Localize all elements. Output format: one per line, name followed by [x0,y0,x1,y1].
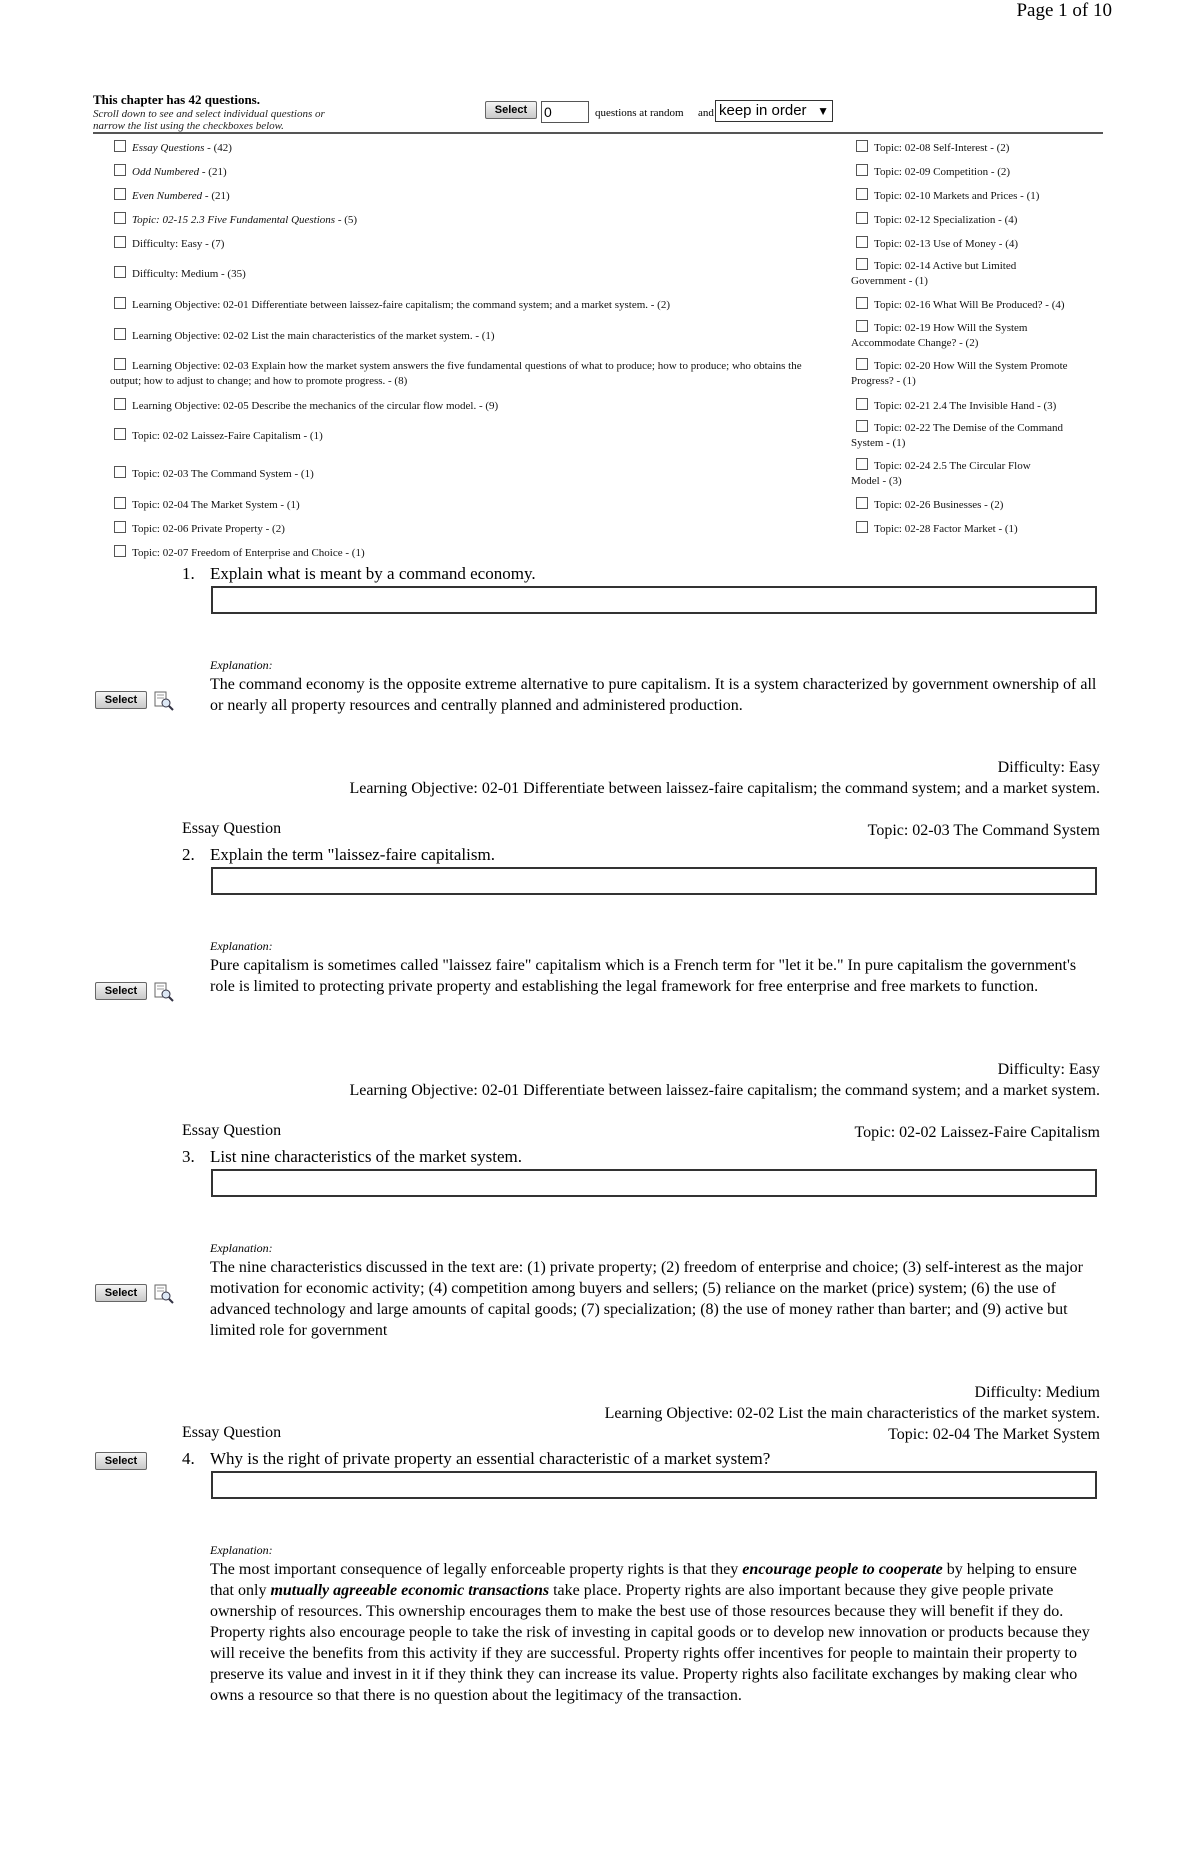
explanation-label: Explanation: [210,658,273,672]
filter-odd-numbered[interactable]: Odd Numbered - (21) [114,164,227,180]
checkbox-icon[interactable] [856,212,868,224]
select-question-button[interactable]: Select [95,982,147,1000]
filter-topic-02-09[interactable]: Topic: 02-09 Competition - (2) [856,164,1096,180]
chevron-down-icon: ▼ [817,104,829,118]
filter-objective-02-03[interactable]: Learning Objective: 02-03 Explain how the market system answers the five fundamental questions of what to produce; how to produce; who obtains the output; how to adjust to change; and how to promote progress. - (8) [110,360,802,387]
preview-magnifier-icon[interactable] [154,1284,174,1304]
explanation-label: Explanation: [210,1543,273,1557]
explanation-text: The command economy is the opposite extreme alternative to pure capitalism. It is a system characterized by government ownership of all or nearly all property resources and centrally planned and administered production. [210,676,1097,714]
answer-field[interactable] [211,1471,1097,1499]
preview-magnifier-icon[interactable] [154,982,174,1002]
filter-topic-02-03[interactable]: Topic: 02-03 The Command System - (1) [114,466,314,482]
filter-topic-02-02[interactable]: Topic: 02-02 Laissez-Faire Capitalism - (1) [114,428,323,444]
topic-label: Topic: 02-04 The Market System [888,1426,1100,1443]
filter-topic-02-21[interactable]: Topic: 02-21 2.4 The Invisible Hand - (3) [856,398,1096,414]
question-selector-header [93,92,1103,134]
filter-topic-02-16[interactable]: Topic: 02-16 What Will Be Produced? - (4) [856,297,1096,313]
answer-field[interactable] [211,867,1097,895]
filter-even-numbered[interactable]: Even Numbered - (21) [114,188,230,204]
filter-topic-02-08[interactable]: Topic: 02-08 Self-Interest - (2) [856,140,1096,156]
answer-field[interactable] [211,586,1097,614]
checkbox-icon[interactable] [856,420,868,432]
checkbox-icon[interactable] [114,398,126,410]
filter-objective-02-01[interactable]: Learning Objective: 02-01 Differentiate between laissez-faire capitalism; the command system; and a market system. - (2) [114,297,670,313]
chapter-instructions: Scroll down to see and select individual questions or narrow the list using the checkboxes below. [93,108,325,132]
topic-label: Topic: 02-02 Laissez-Faire Capitalism [854,1124,1100,1141]
checkbox-icon[interactable] [856,320,868,332]
topic-label: Topic: 02-03 The Command System [867,822,1100,839]
checkbox-icon[interactable] [114,164,126,176]
question-number: 3. [182,1147,195,1166]
filter-topic-02-13[interactable]: Topic: 02-13 Use of Money - (4) [856,236,1096,252]
question-text: Explain what is meant by a command economy. [210,564,536,583]
select-random-button[interactable]: Select [485,101,537,119]
filter-topic-02-07[interactable]: Topic: 02-07 Freedom of Enterprise and Choice - (1) [114,545,365,561]
filter-topic-02-06[interactable]: Topic: 02-06 Private Property - (2) [114,521,285,537]
question-number: 4. [182,1449,195,1468]
filter-topic-02-04[interactable]: Topic: 02-04 The Market System - (1) [114,497,300,513]
checkbox-icon[interactable] [114,266,126,278]
explanation-text: The nine characteristics discussed in the text are: (1) private property; (2) freedom of enterprise and choice; (3) self-interest as the major motivation for economic activity; (4) competition among buyers and sellers; (5) reliance on the market (price) system; (6) the use of advanced technology and large amounts of capital goods; (7) specialization; (8) the use of money rather than barter; and (9) active but limited role for government [210,1259,1083,1339]
filter-topic-02-12[interactable]: Topic: 02-12 Specialization - (4) [856,212,1096,228]
emphasis-transactions: mutually agreeable economic transactions [270,1582,550,1599]
checkbox-icon[interactable] [856,297,868,309]
checkbox-icon[interactable] [856,358,868,370]
filter-difficulty-medium[interactable]: Difficulty: Medium - (35) [114,266,246,282]
preview-magnifier-icon[interactable] [154,691,174,711]
filter-objective-02-05[interactable]: Learning Objective: 02-05 Describe the mechanics of the circular flow model. - (9) [114,398,498,414]
checkbox-icon[interactable] [114,521,126,533]
filter-topic-02-19[interactable]: Topic: 02-19 How Will the System Accommodate Change? - (2) [851,322,1028,349]
question-type-label: Essay Question [182,1424,282,1441]
emphasis-cooperate: encourage people to cooperate [742,1561,943,1578]
order-dropdown[interactable] [715,100,833,122]
chapter-count-title: This chapter has 42 questions. [93,92,260,107]
learning-objective-label: Learning Objective: 02-01 Differentiate between laissez-faire capitalism; the command system; and a market system. [349,1082,1100,1099]
question-number: 2. [182,845,195,864]
checkbox-icon[interactable] [114,358,126,370]
filter-essay-questions[interactable]: Essay Questions - (42) [114,140,232,156]
checkbox-icon[interactable] [114,212,126,224]
checkbox-icon[interactable] [856,497,868,509]
explanation-text: Pure capitalism is sometimes called "laissez faire" capitalism which is a French term for "let it be." In pure capitalism the government's role is limited to protecting private property and establishing the legal framework for free enterprise and free markets to function. [210,957,1077,995]
filter-topic-02-22[interactable]: Topic: 02-22 The Demise of the Command System - (1) [851,422,1064,449]
difficulty-label: Difficulty: Easy [997,759,1100,776]
checkbox-icon[interactable] [856,164,868,176]
filter-topic-02-24[interactable]: Topic: 02-24 2.5 The Circular Flow Model - (3) [851,460,1031,487]
answer-field[interactable] [211,1169,1097,1197]
filter-topic-02-20[interactable]: Topic: 02-20 How Will the System Promote Progress? - (1) [851,360,1068,387]
explanation-text: The most important consequence of legally enforceable property rights is that they encourage people to cooperate by helping to ensure that only mutually agreeable economic transactions take place. Property rights are also important because they give people private ownership of resources. This ownership encourages them to make the best use of those resources because they will benefit if they do. Property rights also encourage people to take the risk of investing in capital goods or to develop new innovation or products because they will receive the benefits from this activity if they are successful. Property rights offer incentives for people to maintain their property to preserve its value and invest in it if they think they can increase its value. Property rights also facilitate exchanges by making clear who owns a resource so that there is no question about the legitimacy of the transaction. [210,1561,1090,1704]
checkbox-icon[interactable] [856,258,868,270]
filter-difficulty-easy[interactable]: Difficulty: Easy - (7) [114,236,224,252]
checkbox-icon[interactable] [856,398,868,410]
explanation-label: Explanation: [210,939,273,953]
checkbox-icon[interactable] [114,328,126,340]
checkbox-icon[interactable] [114,497,126,509]
question-text: Why is the right of private property an essential characteristic of a market system? [210,1449,771,1468]
question-text: List nine characteristics of the market system. [210,1147,523,1166]
checkbox-icon[interactable] [114,236,126,248]
order-value: keep in order [719,102,807,119]
difficulty-label: Difficulty: Medium [974,1384,1100,1401]
difficulty-label: Difficulty: Easy [997,1061,1100,1078]
select-question-button[interactable]: Select [95,1284,147,1302]
and-text: and [698,107,714,119]
filter-topic-02-28[interactable]: Topic: 02-28 Factor Market - (1) [856,521,1096,537]
filter-topic-02-15[interactable]: Topic: 02-15 2.3 Five Fundamental Questions - (5) [114,212,357,228]
checkbox-icon[interactable] [114,297,126,309]
checkbox-icon[interactable] [856,458,868,470]
filter-topic-02-14[interactable]: Topic: 02-14 Active but Limited Government - (1) [851,260,1017,287]
checkbox-icon[interactable] [114,545,126,557]
checkbox-icon[interactable] [114,140,126,152]
checkbox-icon[interactable] [856,188,868,200]
filter-objective-02-02[interactable]: Learning Objective: 02-02 List the main characteristics of the market system. - (1) [114,328,495,344]
question-number: 1. [182,564,195,583]
filter-topic-02-26[interactable]: Topic: 02-26 Businesses - (2) [856,497,1096,513]
filter-topic-02-10[interactable]: Topic: 02-10 Markets and Prices - (1) [856,188,1096,204]
learning-objective-label: Learning Objective: 02-01 Differentiate between laissez-faire capitalism; the command system; and a market system. [349,780,1100,797]
checkbox-icon[interactable] [114,466,126,478]
checkbox-icon[interactable] [856,140,868,152]
checkbox-icon[interactable] [856,236,868,248]
random-count-input[interactable]: 0 [541,101,589,123]
learning-objective-label: Learning Objective: 02-02 List the main characteristics of the market system. [604,1405,1100,1422]
select-question-button[interactable]: Select [95,1452,147,1470]
question-text: Explain the term "laissez-faire capitalism. [210,845,495,864]
explanation-label: Explanation: [210,1241,273,1255]
page-number: Page 1 of 10 [1016,0,1112,21]
question-type-label: Essay Question [182,1122,282,1139]
checkbox-icon[interactable] [114,188,126,200]
checkbox-icon[interactable] [114,428,126,440]
checkbox-icon[interactable] [856,521,868,533]
question-type-label: Essay Question [182,820,282,837]
select-question-button[interactable]: Select [95,691,147,709]
random-text: questions at random [595,107,684,119]
